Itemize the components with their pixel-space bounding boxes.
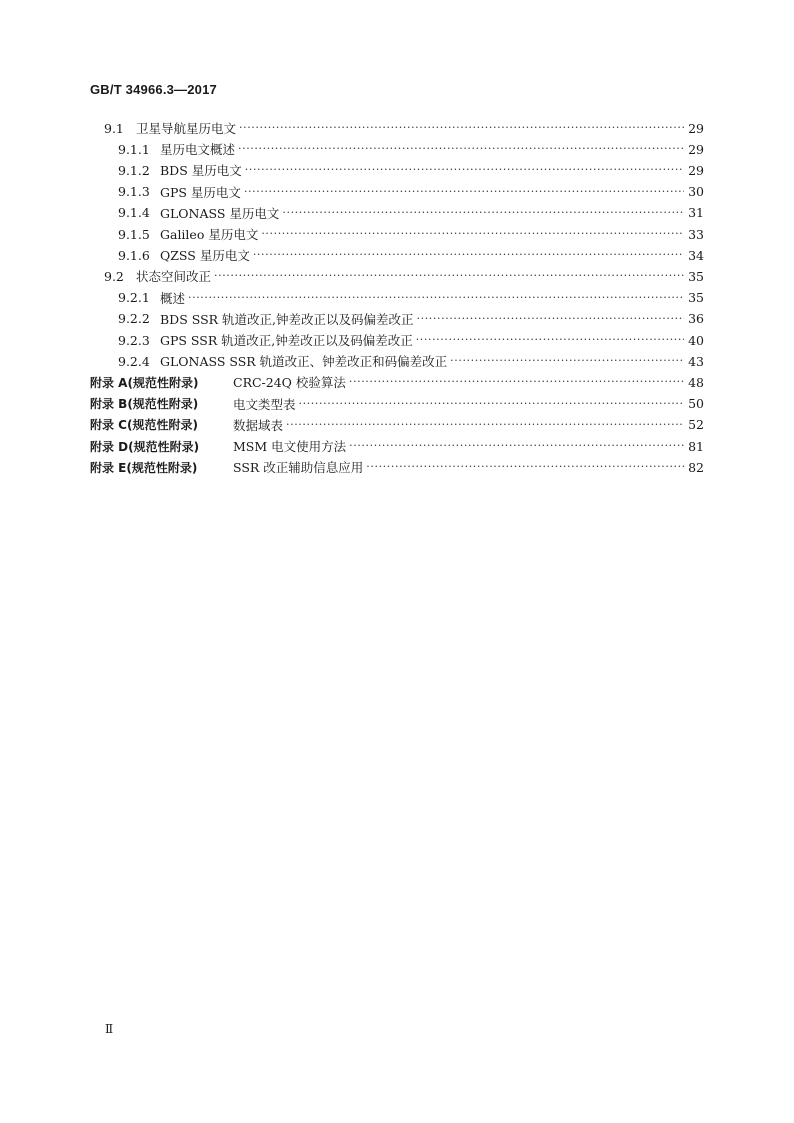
dot-leader — [238, 139, 684, 159]
dot-leader — [286, 415, 684, 435]
toc-entry[interactable] — [118, 288, 704, 308]
page-number: Ⅱ — [105, 1022, 114, 1036]
page-ref: 30 — [688, 184, 704, 200]
section-title: 星历电文概述 — [160, 142, 236, 158]
toc-entry[interactable] — [118, 245, 704, 265]
dot-leader — [282, 203, 684, 223]
section-title: 概述 — [160, 290, 186, 306]
page-ref: 43 — [688, 353, 704, 369]
page-ref: 35 — [688, 290, 704, 306]
page-ref: 31 — [688, 205, 704, 221]
section-title: QZSS 星历电文 — [160, 248, 250, 264]
dot-leader — [245, 160, 684, 180]
section-title: 卫星导航星历电文 — [136, 121, 237, 136]
section-number: 9.1.1 — [118, 141, 150, 157]
section-number: 9.1.5 — [118, 226, 150, 242]
section-number: 9.2 — [104, 268, 124, 284]
toc-entry[interactable] — [118, 203, 704, 223]
section-number: 9.1.4 — [118, 205, 150, 221]
dot-leader — [366, 457, 684, 477]
section-number: 9.2.3 — [118, 332, 150, 348]
section-title: MSM 电文使用方法 — [233, 439, 347, 454]
toc-entry[interactable] — [118, 160, 704, 180]
dot-leader — [349, 436, 684, 456]
dot-leader — [188, 288, 684, 308]
appendix-label: 附录 C(规范性附录) — [90, 418, 198, 433]
section-number: 9.1 — [104, 120, 124, 136]
page-ref: 35 — [688, 268, 704, 284]
toc-entry[interactable] — [90, 457, 704, 477]
dot-leader — [450, 351, 684, 371]
section-title: 状态空间改正 — [136, 269, 212, 285]
dot-leader — [214, 266, 684, 286]
section-title: GLONASS 星历电文 — [160, 205, 280, 221]
section-title: GLONASS SSR 轨道改正、钟差改正和码偏差改正 — [160, 354, 448, 370]
toc-entry[interactable] — [118, 224, 704, 244]
section-number: 9.2.4 — [118, 353, 150, 369]
standard-code: GB/T 34966.3—2017 — [90, 82, 217, 97]
section-title: BDS SSR 轨道改正,钟差改正以及码偏差改正 — [160, 311, 414, 327]
dot-leader — [299, 394, 685, 414]
section-number: 9.2.1 — [118, 290, 150, 306]
section-number: 9.1.3 — [118, 184, 150, 200]
appendix-label: 附录 E(规范性附录) — [90, 460, 198, 475]
page-ref: 40 — [688, 332, 704, 348]
section-title: SSR 改正辅助信息应用 — [233, 460, 364, 476]
page-ref: 29 — [688, 162, 704, 178]
page-ref: 34 — [688, 247, 704, 263]
toc-entry[interactable] — [90, 372, 704, 392]
page-ref: 81 — [688, 438, 704, 454]
section-title: BDS 星历电文 — [160, 163, 242, 179]
page-ref: 33 — [688, 226, 704, 242]
section-number: 9.1.6 — [118, 247, 150, 263]
toc-entry[interactable] — [104, 118, 704, 138]
page-ref: 82 — [688, 459, 704, 475]
page-ref: 36 — [688, 311, 704, 327]
section-title: 电文类型表 — [233, 396, 296, 412]
toc-entry[interactable] — [118, 309, 704, 329]
toc-entry[interactable] — [118, 330, 704, 350]
section-number: 9.2.2 — [118, 311, 150, 327]
toc-entry[interactable] — [90, 436, 704, 456]
dot-leader — [349, 372, 684, 392]
dot-leader — [253, 245, 684, 265]
toc-entry[interactable] — [90, 415, 704, 435]
section-title: CRC-24Q 校验算法 — [233, 375, 346, 391]
section-number: 9.1.2 — [118, 162, 150, 178]
toc-entry[interactable] — [90, 394, 704, 414]
page-ref: 48 — [688, 374, 704, 390]
appendix-label: 附录 D(规范性附录) — [90, 439, 200, 454]
toc-entry[interactable] — [118, 182, 704, 202]
section-title: 数据域表 — [233, 417, 284, 433]
dot-leader — [239, 118, 684, 138]
page-ref: 52 — [688, 417, 704, 433]
page-ref: 29 — [688, 120, 704, 136]
page-ref: 50 — [688, 396, 704, 412]
dot-leader — [244, 182, 684, 202]
toc-entry[interactable] — [118, 351, 704, 371]
appendix-label: 附录 A(规范性附录) — [90, 375, 199, 390]
dot-leader — [416, 330, 684, 350]
dot-leader — [417, 309, 685, 329]
toc-entry[interactable] — [118, 139, 704, 159]
section-title: GPS SSR 轨道改正,钟差改正以及码偏差改正 — [160, 333, 413, 348]
toc-entry[interactable] — [104, 266, 704, 286]
section-title: Galileo 星历电文 — [160, 227, 259, 242]
page-ref: 29 — [688, 141, 704, 157]
section-title: GPS 星历电文 — [160, 184, 241, 200]
dot-leader — [261, 224, 684, 244]
appendix-label: 附录 B(规范性附录) — [90, 397, 199, 412]
